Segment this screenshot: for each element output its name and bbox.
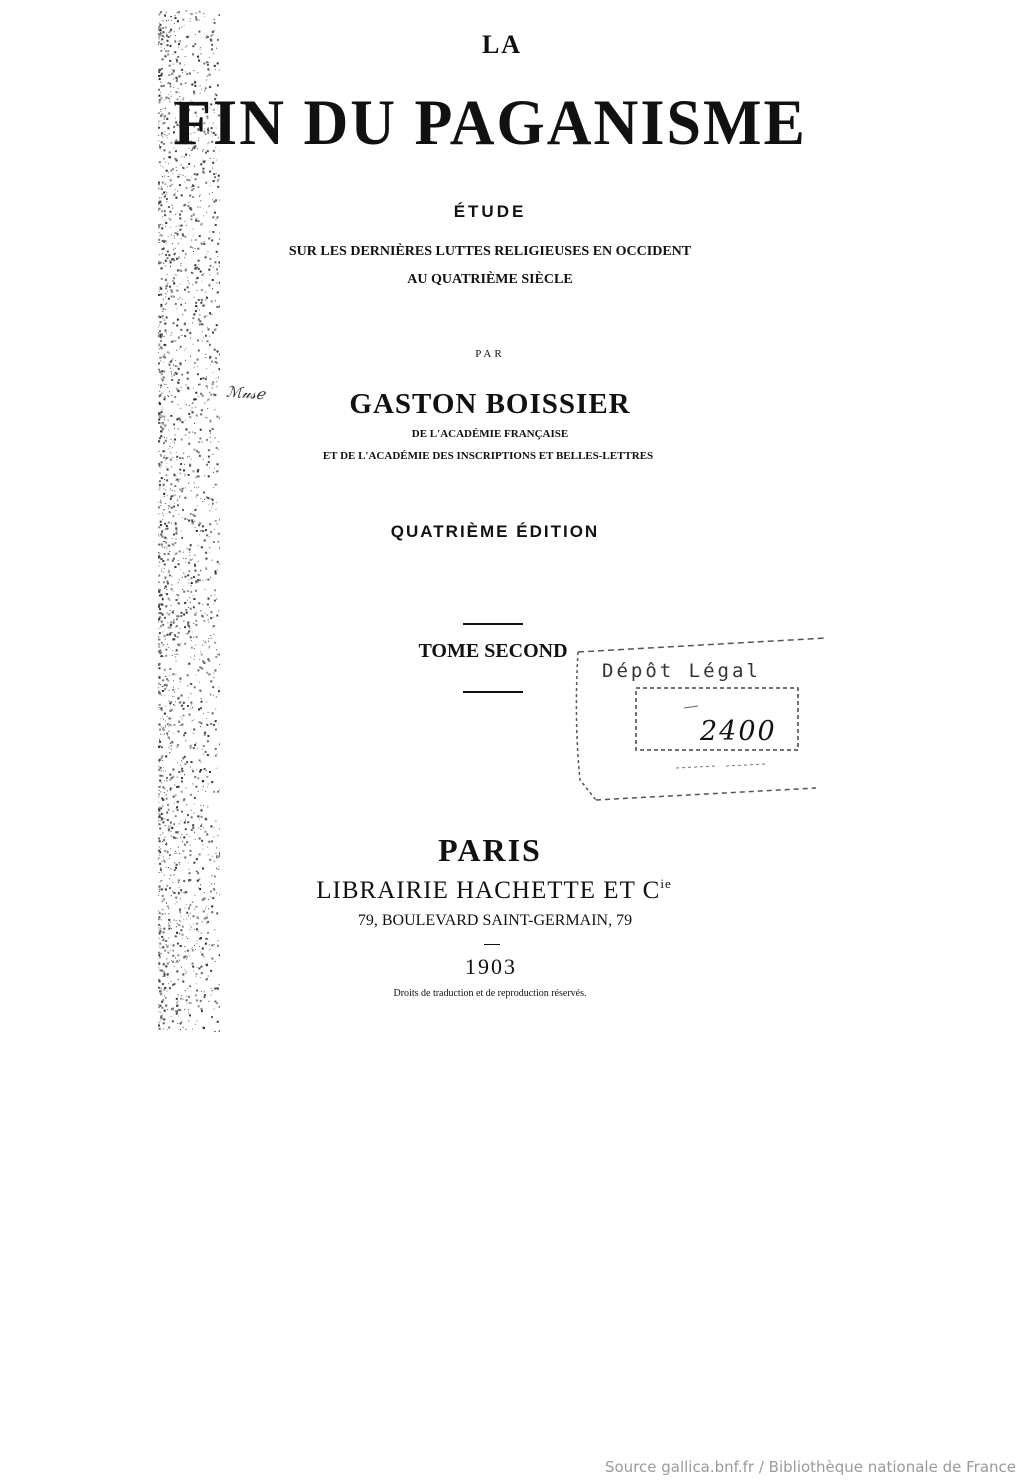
author-name: GASTON BOISSIER (349, 388, 631, 420)
stamp-depot-text: Dépôt Légal (602, 660, 761, 682)
book-title: FIN DU PAGANISME (173, 87, 807, 159)
publication-year: 1903 (465, 954, 517, 979)
source-credit: Source gallica.bnf.fr / Bibliothèque nationale de France (604, 1458, 1016, 1476)
author-affiliation-2: ET DE L'ACADÉMIE DES INSCRIPTIONS ET BELLES-LETTRES (322, 450, 654, 462)
author-affiliation-1: DE L'ACADÉMIE FRANÇAISE (411, 428, 569, 440)
publisher-name (284, 876, 704, 905)
divider-rule-top (463, 623, 523, 625)
rights-notice: Droits de traduction et de reproduction réservés. (393, 988, 587, 999)
pencil-inscription: ℳ𝓊𝓈ℯ (225, 382, 266, 404)
edition-label: QUATRIÈME ÉDITION (390, 522, 600, 541)
genre-label: ÉTUDE (453, 202, 527, 221)
stamp-number: 2400 (700, 716, 777, 747)
publisher-address: 79, BOULEVARD SAINT-GERMAIN, 79 (357, 912, 633, 929)
publisher-text: LIBRAIRIE HACHETTE ET C (316, 877, 661, 904)
subtitle-line-2: AU QUATRIÈME SIÈCLE (407, 272, 573, 287)
speckle-pattern (158, 10, 220, 1032)
title-article: LA (481, 30, 523, 59)
publisher-superscript: ie (660, 876, 672, 891)
volume-label: TOME SECOND (418, 640, 568, 662)
publication-city: PARIS (438, 832, 542, 868)
binding-edge-speckle (158, 10, 220, 1032)
year-dash (484, 944, 500, 945)
by-label: PAR (475, 348, 505, 360)
legal-deposit-stamp (566, 630, 846, 810)
subtitle-line-1: SUR LES DERNIÈRES LUTTES RELIGIEUSES EN OCCIDENT (288, 244, 692, 259)
divider-rule-bottom (463, 691, 523, 693)
